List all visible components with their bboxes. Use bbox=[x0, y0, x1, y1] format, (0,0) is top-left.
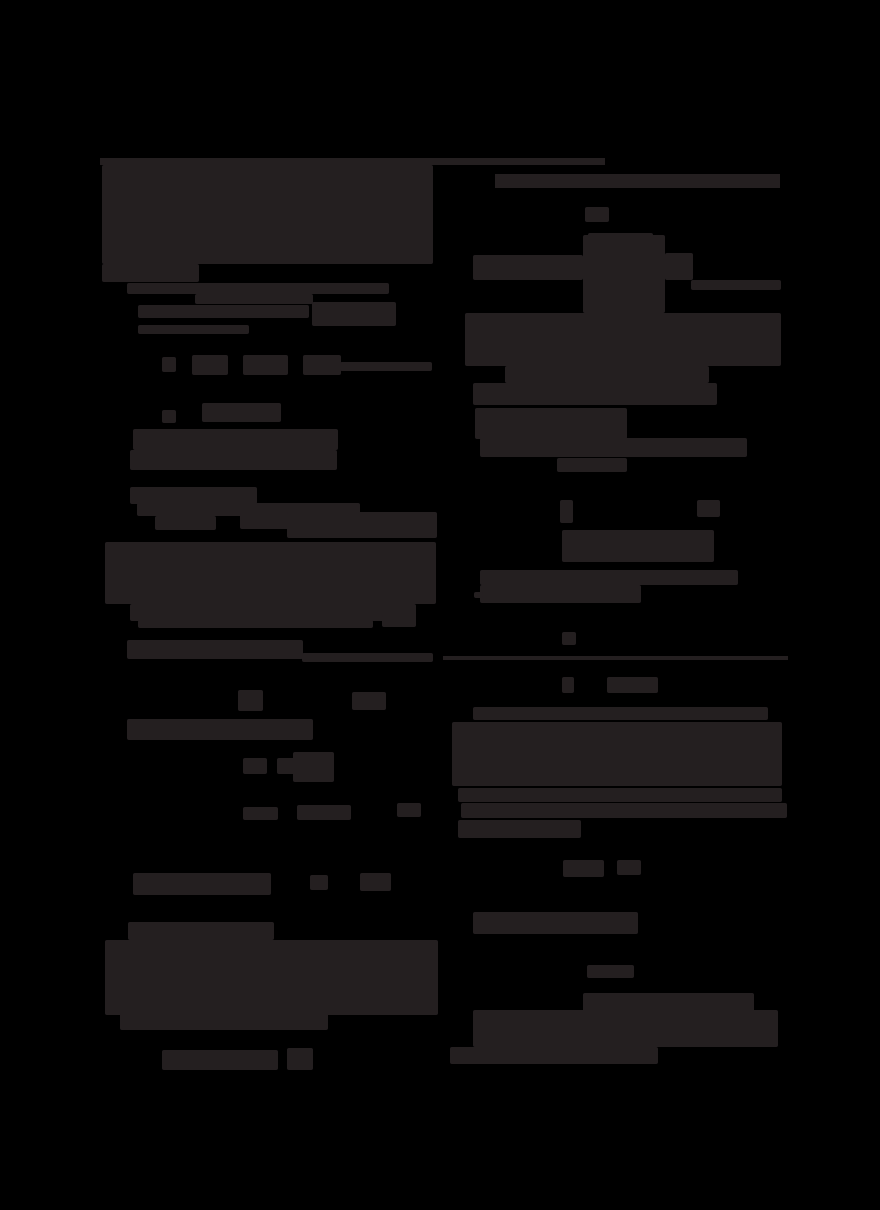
text-line bbox=[138, 305, 309, 318]
text-blob bbox=[303, 355, 341, 375]
text-line bbox=[302, 653, 433, 662]
text-blob bbox=[162, 410, 176, 423]
text-blob bbox=[192, 355, 228, 375]
equation-number bbox=[397, 803, 421, 817]
text-line bbox=[480, 585, 641, 603]
text-line bbox=[128, 922, 274, 940]
text-blob bbox=[474, 592, 483, 598]
text-line bbox=[473, 383, 717, 405]
text-line bbox=[130, 604, 416, 621]
equation-blob bbox=[607, 677, 658, 693]
text-blob bbox=[382, 615, 416, 627]
text-line bbox=[505, 366, 709, 383]
text-blob bbox=[287, 1048, 313, 1070]
paragraph-block bbox=[452, 722, 782, 786]
text-line bbox=[162, 1050, 278, 1070]
equation-blob bbox=[563, 860, 604, 877]
figure-blob bbox=[583, 235, 665, 313]
equation-blob bbox=[562, 677, 574, 693]
equation-blob bbox=[475, 408, 627, 439]
text-blob bbox=[155, 516, 216, 530]
equation-blob bbox=[617, 860, 641, 875]
text-line bbox=[133, 873, 271, 895]
equation-blob bbox=[697, 500, 720, 517]
text-blob bbox=[310, 875, 328, 890]
masthead-block bbox=[102, 165, 433, 264]
equation-blob bbox=[560, 500, 573, 523]
text-blob bbox=[557, 458, 627, 472]
text-line bbox=[450, 1047, 658, 1064]
equation-blob bbox=[297, 805, 351, 820]
equation-blob bbox=[587, 965, 634, 978]
text-blob bbox=[473, 255, 583, 280]
top-rule bbox=[100, 158, 605, 165]
equation-blob bbox=[243, 807, 278, 820]
text-blob bbox=[360, 873, 391, 891]
text-line bbox=[138, 325, 249, 334]
text-line bbox=[458, 820, 581, 838]
masthead-lobe bbox=[102, 264, 199, 282]
header-rule-right bbox=[495, 174, 780, 188]
text-blob bbox=[243, 355, 288, 375]
text-line bbox=[458, 788, 782, 802]
text-blob bbox=[665, 253, 693, 280]
text-line bbox=[340, 362, 432, 371]
text-line bbox=[127, 283, 389, 294]
equation-blob bbox=[562, 530, 714, 562]
equation-blob bbox=[238, 690, 263, 711]
section-rule bbox=[443, 656, 788, 660]
equation-blob bbox=[243, 758, 267, 774]
text-line bbox=[120, 1013, 328, 1030]
text-line bbox=[127, 719, 313, 740]
text-line bbox=[127, 640, 303, 659]
text-line bbox=[480, 438, 747, 457]
text-blob bbox=[312, 302, 396, 326]
equation-blob bbox=[352, 692, 386, 710]
text-blob bbox=[585, 207, 609, 222]
text-line bbox=[691, 280, 781, 290]
paragraph-block bbox=[465, 313, 781, 366]
text-line bbox=[138, 620, 373, 628]
text-line bbox=[133, 429, 338, 450]
text-line bbox=[195, 294, 313, 304]
text-line bbox=[480, 570, 738, 585]
paragraph-block bbox=[105, 940, 438, 1015]
text-line bbox=[473, 707, 768, 720]
paragraph-block bbox=[105, 542, 436, 604]
text-blob bbox=[162, 357, 176, 372]
text-line bbox=[461, 803, 787, 818]
text-blob bbox=[202, 403, 281, 422]
text-line bbox=[130, 487, 257, 504]
text-line bbox=[130, 450, 337, 470]
equation-blob bbox=[562, 632, 576, 645]
equation-blob bbox=[293, 752, 334, 782]
text-blob bbox=[287, 512, 437, 538]
paragraph-block bbox=[473, 1010, 778, 1047]
text-line bbox=[473, 912, 638, 934]
